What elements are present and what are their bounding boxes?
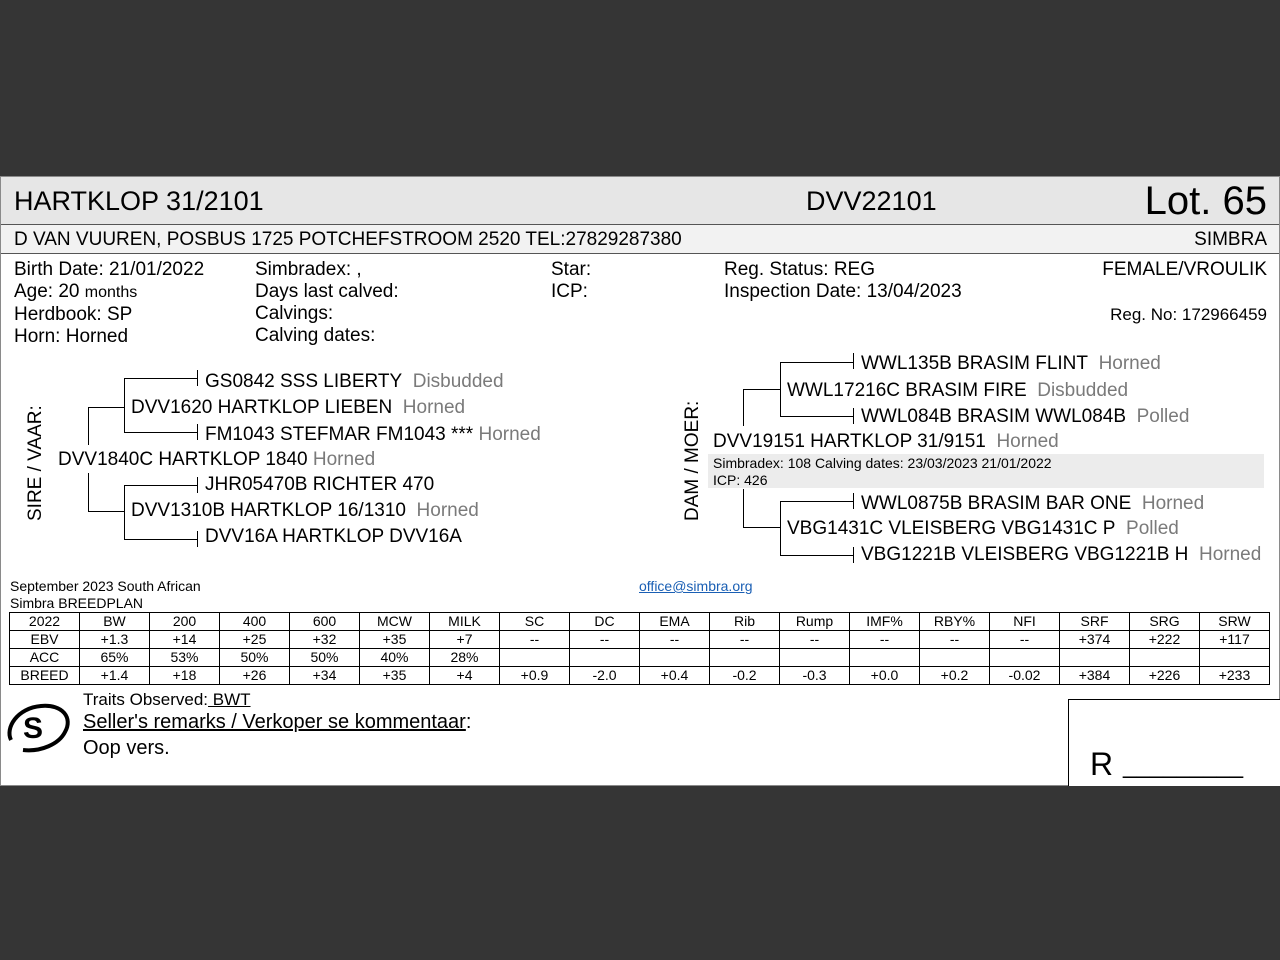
breedplan-cell: +32 bbox=[290, 631, 360, 649]
simbradex: Simbradex: , bbox=[255, 259, 362, 280]
breedplan-cell: EMA bbox=[640, 613, 710, 631]
dam-sire-entry: WWL17216C BRASIM FIRE Disbudded bbox=[787, 380, 1129, 401]
line bbox=[780, 362, 854, 363]
breedplan-cell: -- bbox=[640, 631, 710, 649]
breedplan-cell: IMF% bbox=[850, 613, 920, 631]
dam-details-box bbox=[708, 454, 1264, 488]
breedplan-cell: +34 bbox=[290, 667, 360, 685]
breedplan-cell: 28% bbox=[430, 649, 500, 667]
breedplan-cell: -- bbox=[570, 631, 640, 649]
dam-sire-dam-entry: WWL084B BRASIM WWL084B Polled bbox=[861, 406, 1190, 427]
breedplan-cell: +384 bbox=[1060, 667, 1130, 685]
breedplan-cell: 50% bbox=[290, 649, 360, 667]
header-band bbox=[1, 177, 1279, 225]
dam-label: DAM / MOER: bbox=[682, 400, 703, 521]
breedplan-caption bbox=[10, 578, 201, 612]
birth-date: Birth Date: 21/01/2022 bbox=[14, 259, 205, 280]
breedplan-cell: +1.4 bbox=[80, 667, 150, 685]
line bbox=[124, 485, 198, 486]
breedplan-caption-line-2: Simbra BREEDPLAN bbox=[10, 595, 144, 611]
star: Star: bbox=[551, 259, 592, 280]
breedplan-cell: 40% bbox=[360, 649, 430, 667]
breedplan-cell bbox=[710, 649, 780, 667]
reg-status: Reg. Status: REG bbox=[724, 259, 876, 280]
breedplan-cell: -- bbox=[920, 631, 990, 649]
breedplan-cell: +117 bbox=[1200, 631, 1270, 649]
breedplan-caption-line-1: September 2023 South African bbox=[10, 578, 201, 594]
breedplan-cell: +14 bbox=[150, 631, 220, 649]
line bbox=[197, 477, 198, 493]
sellers-remarks-text: Oop vers. bbox=[83, 737, 170, 759]
breedplan-cell bbox=[850, 649, 920, 667]
breedplan-cell: -0.2 bbox=[710, 667, 780, 685]
breedplan-cell: +0.4 bbox=[640, 667, 710, 685]
breedplan-cell: +1.3 bbox=[80, 631, 150, 649]
breedplan-cell: +26 bbox=[220, 667, 290, 685]
svg-text:S: S bbox=[23, 712, 44, 745]
line bbox=[88, 407, 89, 445]
sire-sire-entry: GS0842 SSS LIBERTY Disbudded bbox=[205, 371, 504, 392]
days-last-calved: Days last calved: bbox=[255, 281, 399, 302]
breedplan-cell: +4 bbox=[430, 667, 500, 685]
breedplan-cell: ACC bbox=[10, 649, 80, 667]
breedplan-cell: +226 bbox=[1130, 667, 1200, 685]
sire-sire-entry-parent: DVV1620 HARTKLOP LIEBEN Horned bbox=[131, 397, 466, 418]
dam-details-line-1: Simbradex: 108 Calving dates: 23/03/2023 21/01/2022 bbox=[713, 455, 1052, 471]
breedplan-cell bbox=[500, 649, 570, 667]
sire-dam-entry-parent: DVV1310B HARTKLOP 16/1310 Horned bbox=[131, 500, 479, 521]
breedplan-cell: +374 bbox=[1060, 631, 1130, 649]
breedplan-cell: +7 bbox=[430, 631, 500, 649]
animal-name: HARTKLOP 31/2101 bbox=[14, 186, 264, 216]
line bbox=[780, 501, 781, 555]
line bbox=[197, 424, 198, 440]
lot-number: Lot. 65 bbox=[1144, 179, 1267, 223]
breedplan-cell: +35 bbox=[360, 667, 430, 685]
dam-animal-entry: DVV19151 HARTKLOP 31/9151 Horned bbox=[713, 431, 1059, 452]
sellers-remarks-heading: Seller's remarks / Verkoper se kommentaar: bbox=[83, 711, 472, 733]
breedplan-cell: MCW bbox=[360, 613, 430, 631]
line bbox=[743, 389, 780, 390]
lot-card bbox=[0, 176, 1280, 786]
breedplan-cell: SRG bbox=[1130, 613, 1200, 631]
breedplan-cell: 50% bbox=[220, 649, 290, 667]
breedplan-cell: +233 bbox=[1200, 667, 1270, 685]
animal-id: DVV22101 bbox=[806, 186, 937, 216]
breedplan-cell: SRF bbox=[1060, 613, 1130, 631]
dam-dam-dam-entry: VBG1221B VLEISBERG VBG1221B H Horned bbox=[861, 544, 1262, 565]
line bbox=[197, 370, 198, 386]
line bbox=[853, 547, 854, 563]
line bbox=[124, 485, 125, 539]
breedplan-cell: +18 bbox=[150, 667, 220, 685]
breedplan-cell: NFI bbox=[990, 613, 1060, 631]
line bbox=[853, 353, 854, 369]
line bbox=[853, 408, 854, 424]
sire-dam-sire-entry: JHR05470B RICHTER 470 bbox=[205, 474, 435, 495]
breedplan-table bbox=[9, 612, 1270, 685]
breedplan-cell: +222 bbox=[1130, 631, 1200, 649]
breedplan-cell bbox=[780, 649, 850, 667]
breedplan-cell: +25 bbox=[220, 631, 290, 649]
sire-dam-dam-entry: DVV16A HARTKLOP DVV16A bbox=[205, 526, 462, 547]
line bbox=[88, 511, 124, 512]
breedplan-cell: Rump bbox=[780, 613, 850, 631]
breedplan-cell bbox=[1200, 649, 1270, 667]
dam-details-line-2: ICP: 426 bbox=[713, 472, 768, 488]
breedplan-cell: 2022 bbox=[10, 613, 80, 631]
email-link[interactable]: office@simbra.org bbox=[639, 578, 753, 594]
dam-dam-sire-entry: WWL0875B BRASIM BAR ONE Horned bbox=[861, 493, 1205, 514]
breedplan-cell bbox=[1060, 649, 1130, 667]
breedplan-cell: -- bbox=[990, 631, 1060, 649]
line bbox=[780, 416, 854, 417]
breedplan-cell: 200 bbox=[150, 613, 220, 631]
price-prefix: R bbox=[1090, 746, 1114, 782]
breedplan-cell bbox=[990, 649, 1060, 667]
breedplan-cell bbox=[920, 649, 990, 667]
horn-status: Horn: Horned bbox=[14, 326, 129, 347]
breedplan-cell: SRW bbox=[1200, 613, 1270, 631]
sex: FEMALE/VROULIK bbox=[1102, 259, 1267, 280]
breedplan-cell: -2.0 bbox=[570, 667, 640, 685]
breedplan-cell: +0.0 bbox=[850, 667, 920, 685]
breedplan-cell: +0.9 bbox=[500, 667, 570, 685]
line bbox=[124, 432, 198, 433]
breedplan-cell: -- bbox=[780, 631, 850, 649]
breedplan-cell: -- bbox=[850, 631, 920, 649]
icp: ICP: bbox=[551, 281, 588, 302]
traits-observed: Traits Observed: BWT bbox=[83, 690, 251, 709]
info-col-3 bbox=[551, 259, 591, 303]
sire-dam-entry: FM1043 STEFMAR FM1043 *** Horned bbox=[205, 424, 541, 445]
breedplan-row bbox=[10, 613, 1270, 631]
age: Age: 20 months bbox=[14, 281, 138, 302]
line bbox=[88, 473, 89, 511]
reg-number: Reg. No: 172966459 bbox=[1110, 305, 1267, 324]
line bbox=[124, 539, 198, 540]
breed-name: SIMBRA bbox=[1194, 229, 1267, 250]
line bbox=[743, 527, 780, 528]
breedplan-cell bbox=[1130, 649, 1200, 667]
breedplan-cell: DC bbox=[570, 613, 640, 631]
breedplan-cell: +35 bbox=[360, 631, 430, 649]
sire-animal-entry: DVV1840C HARTKLOP 1840 Horned bbox=[58, 449, 376, 470]
line bbox=[780, 362, 781, 416]
simbra-logo-icon bbox=[3, 700, 73, 756]
info-col-1 bbox=[14, 259, 204, 348]
breedplan-row bbox=[10, 649, 1270, 667]
breedplan-cell: BW bbox=[80, 613, 150, 631]
breedplan-cell: -0.3 bbox=[780, 667, 850, 685]
calvings: Calvings: bbox=[255, 303, 334, 324]
breedplan-cell: +0.2 bbox=[920, 667, 990, 685]
line bbox=[88, 407, 124, 408]
breedplan-cell: -0.02 bbox=[990, 667, 1060, 685]
breedplan-cell: MILK bbox=[430, 613, 500, 631]
breedplan-cell: EBV bbox=[10, 631, 80, 649]
info-col-2 bbox=[255, 259, 399, 347]
breedplan-cell: Rib bbox=[710, 613, 780, 631]
inspection-date: Inspection Date: 13/04/2023 bbox=[724, 281, 962, 302]
breedplan-cell: -- bbox=[500, 631, 570, 649]
line bbox=[124, 378, 125, 432]
breedplan-row bbox=[10, 667, 1270, 685]
calving-dates: Calving dates: bbox=[255, 325, 376, 346]
breedplan-cell: 600 bbox=[290, 613, 360, 631]
line bbox=[743, 389, 744, 426]
breedplan-cell: 400 bbox=[220, 613, 290, 631]
dam-sire-sire-entry: WWL135B BRASIM FLINT Horned bbox=[861, 353, 1161, 374]
sire-label: SIRE / VAAR: bbox=[25, 405, 46, 521]
line bbox=[197, 531, 198, 547]
line bbox=[780, 501, 854, 502]
line bbox=[780, 555, 854, 556]
line bbox=[743, 489, 744, 527]
owner-band bbox=[1, 225, 1279, 254]
breedplan-row bbox=[10, 631, 1270, 649]
price-entry-line[interactable]: _________ bbox=[1123, 752, 1244, 779]
info-col-4 bbox=[724, 259, 962, 303]
breedplan-cell bbox=[570, 649, 640, 667]
breedplan-cell bbox=[640, 649, 710, 667]
breedplan-cell: RBY% bbox=[920, 613, 990, 631]
owner-details: D VAN VUUREN, POSBUS 1725 POTCHEFSTROOM 2520 TEL:27829287380 bbox=[14, 229, 682, 250]
breedplan-cell: 53% bbox=[150, 649, 220, 667]
breedplan-cell: 65% bbox=[80, 649, 150, 667]
price-box bbox=[1068, 699, 1280, 786]
dam-dam-entry: VBG1431C VLEISBERG VBG1431C P Polled bbox=[787, 518, 1179, 539]
line bbox=[124, 378, 198, 379]
breedplan-cell: -- bbox=[710, 631, 780, 649]
breedplan-cell: SC bbox=[500, 613, 570, 631]
line bbox=[853, 493, 854, 509]
breedplan-cell: BREED bbox=[10, 667, 80, 685]
herdbook: Herdbook: SP bbox=[14, 304, 133, 325]
